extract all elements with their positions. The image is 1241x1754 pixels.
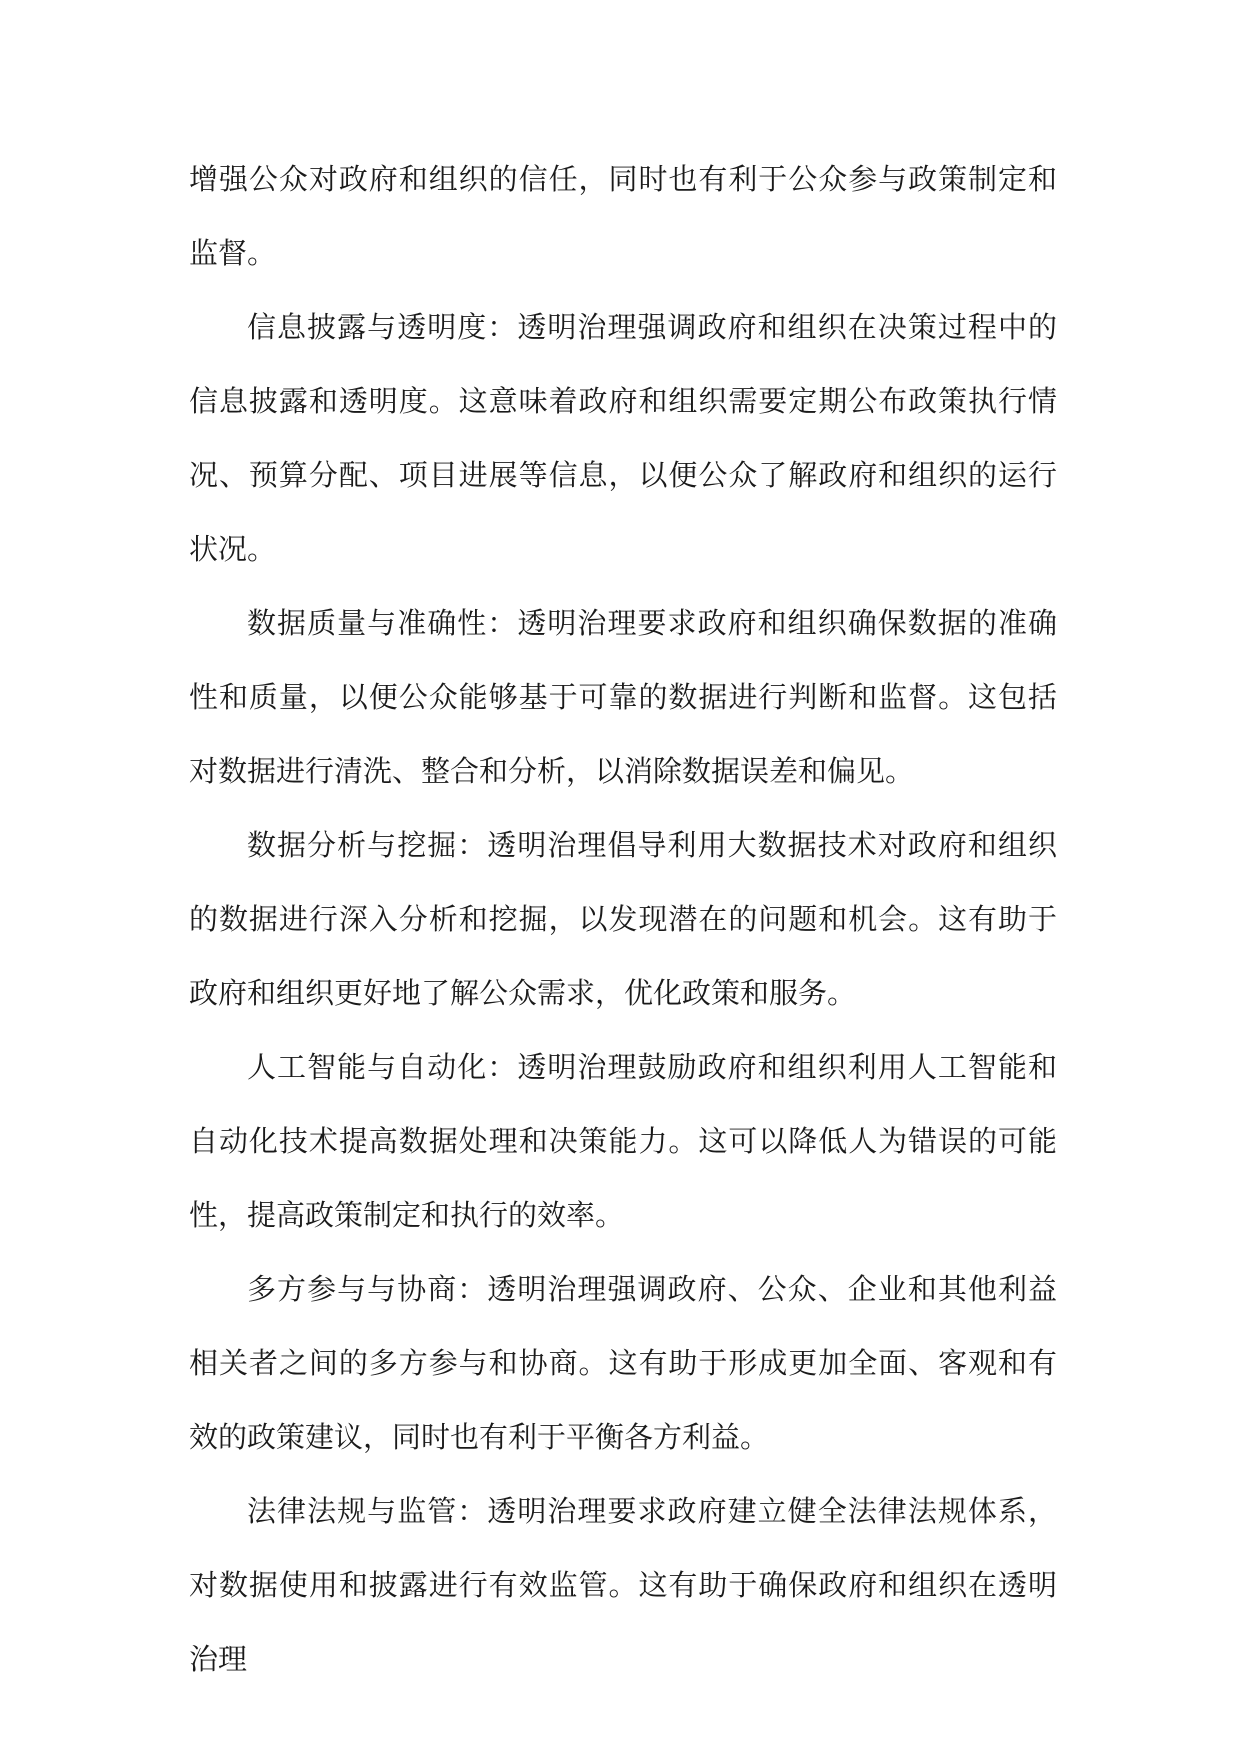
paragraph-ai-automation: 人工智能与自动化：透明治理鼓励政府和组织利用人工智能和自动化技术提高数据处理和决策能力。这可以降低人为错误的可能性，提高政策制定和执行的效率。 — [189, 1050, 1057, 1232]
paragraph-data-analysis: 数据分析与挖掘：透明治理倡导利用大数据技术对政府和组织的数据进行深入分析和挖掘，以发现潜在的问题和机会。这有助于政府和组织更好地了解公众需求，优化政策和服务。 — [189, 828, 1057, 1010]
paragraph-continuation: 增强公众对政府和组织的信任，同时也有利于公众参与政策制定和监督。 — [189, 162, 1057, 270]
paragraph-law-regulation: 法律法规与监管：透明治理要求政府建立健全法律法规体系，对数据使用和披露进行有效监管。这有助于确保政府和组织在透明治理 — [189, 1494, 1057, 1676]
paragraph-data-quality: 数据质量与准确性：透明治理要求政府和组织确保数据的准确性和质量，以便公众能够基于可靠的数据进行判断和监督。这包括对数据进行清洗、整合和分析，以消除数据误差和偏见。 — [189, 606, 1057, 788]
paragraph-multi-party: 多方参与与协商：透明治理强调政府、公众、企业和其他利益相关者之间的多方参与和协商。这有助于形成更加全面、客观和有效的政策建议，同时也有利于平衡各方利益。 — [189, 1272, 1057, 1454]
paragraph-information-disclosure: 信息披露与透明度：透明治理强调政府和组织在决策过程中的信息披露和透明度。这意味着政府和组织需要定期公布政策执行情况、预算分配、项目进展等信息，以便公众了解政府和组织的运行状况。 — [189, 310, 1057, 566]
document-body — [189, 142, 1057, 1696]
